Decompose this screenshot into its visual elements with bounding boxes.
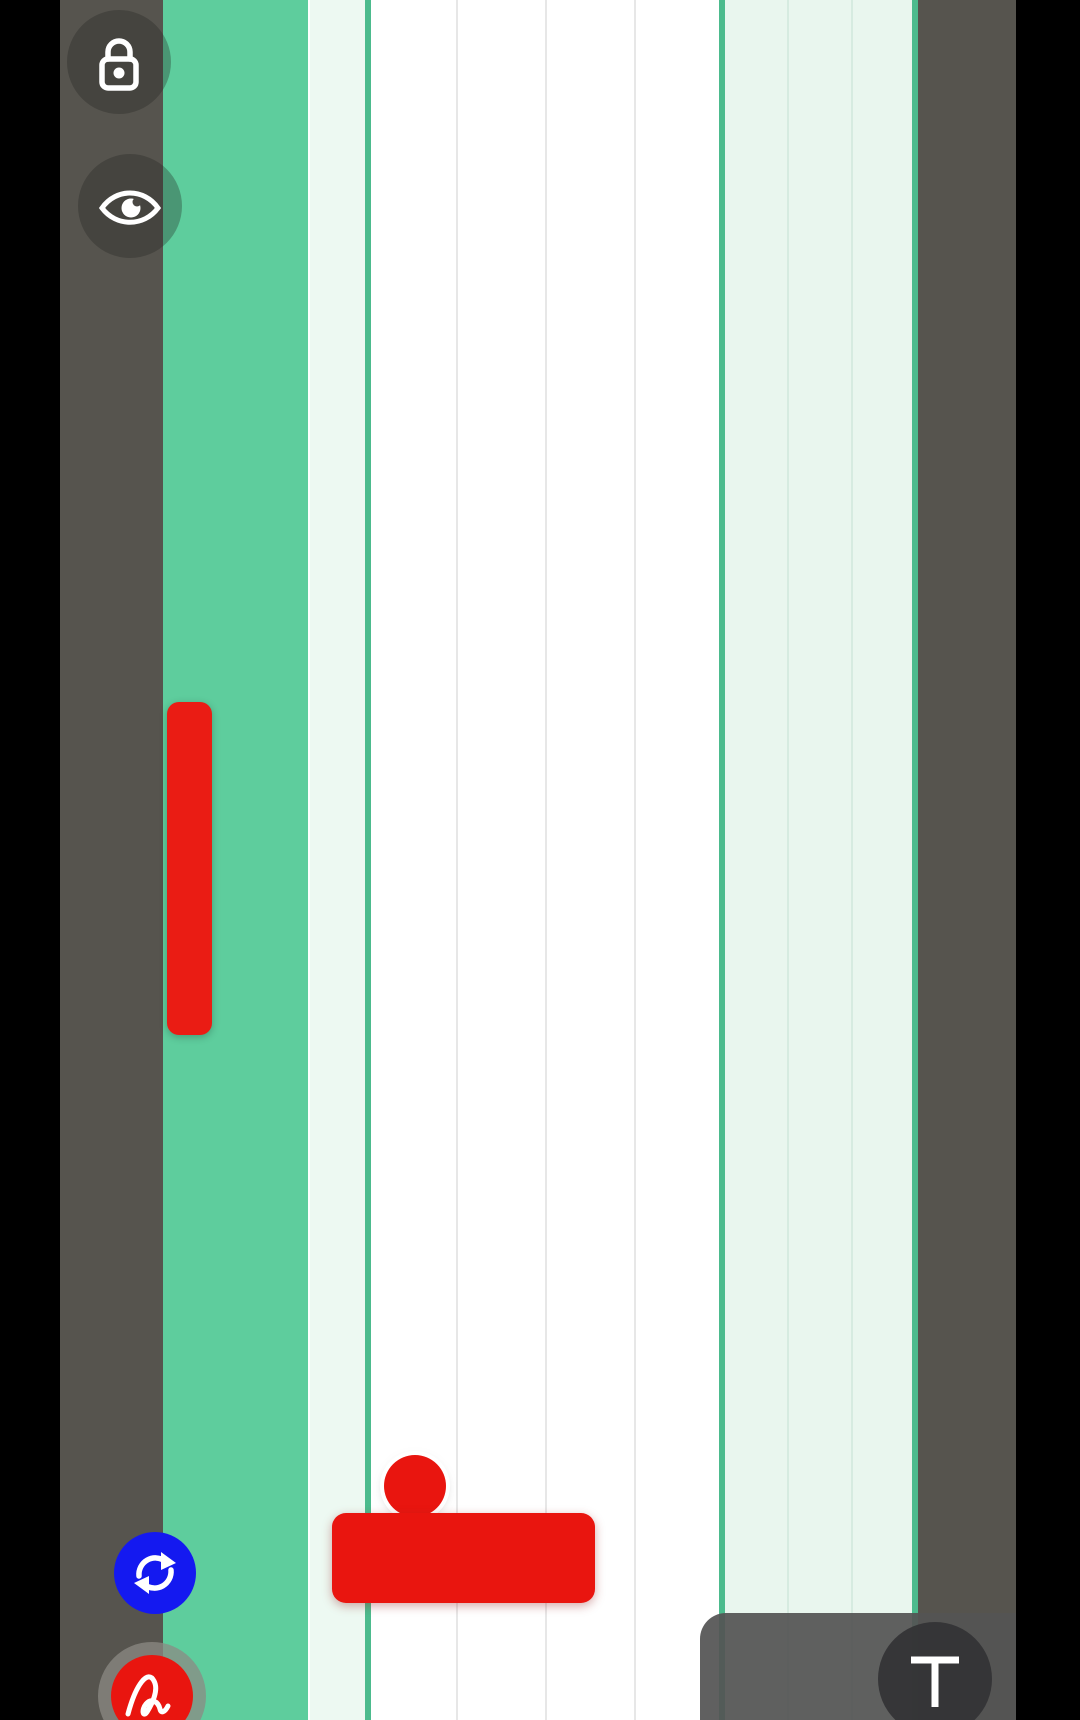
right-gray-strip bbox=[918, 0, 1016, 1720]
sync-icon bbox=[127, 1545, 183, 1601]
lock-button[interactable] bbox=[67, 10, 171, 114]
eye-button[interactable] bbox=[78, 154, 182, 258]
left-black-strip bbox=[0, 0, 60, 1720]
pending-dot bbox=[384, 1455, 446, 1517]
left-gray-strip bbox=[60, 0, 163, 1720]
eye-icon bbox=[94, 176, 166, 236]
text-size-icon bbox=[900, 1644, 970, 1714]
text-size-button[interactable] bbox=[878, 1622, 992, 1720]
signature-icon bbox=[122, 1666, 182, 1720]
pending-number-box bbox=[332, 1513, 595, 1603]
right-black-strip bbox=[1016, 0, 1080, 1720]
side-digit-strip bbox=[167, 702, 212, 1035]
refresh-button[interactable] bbox=[114, 1532, 196, 1614]
lock-icon bbox=[89, 32, 149, 92]
